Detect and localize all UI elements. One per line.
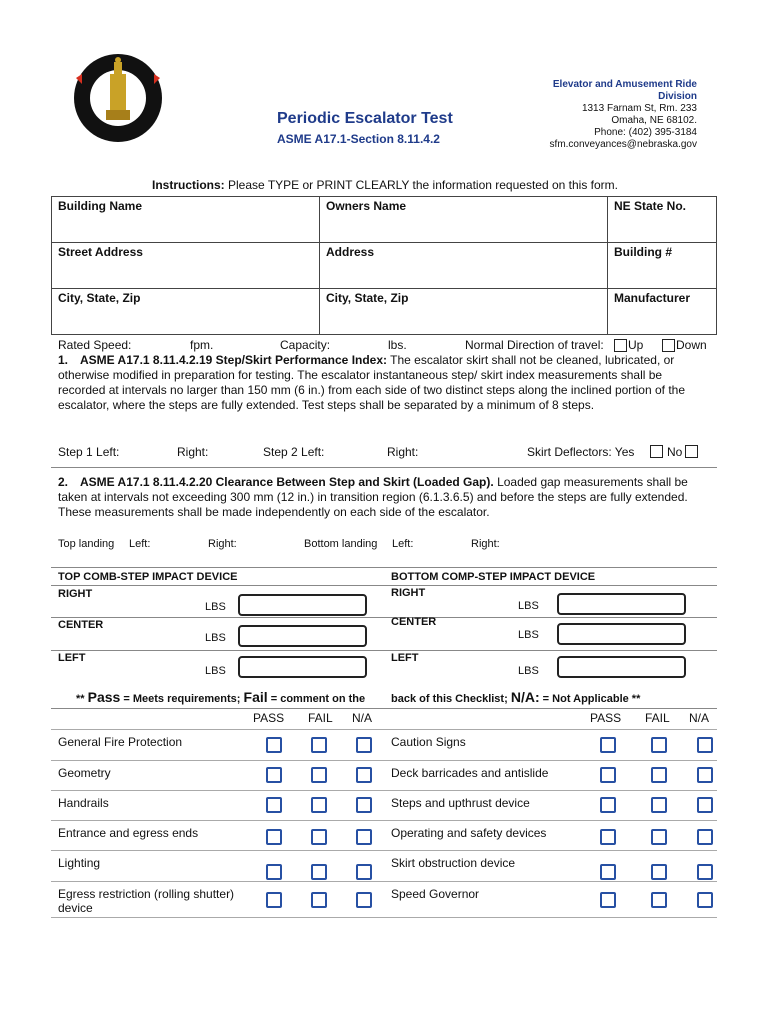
checklist-item-left: General Fire Protection — [58, 735, 183, 749]
na-checkbox[interactable] — [356, 829, 372, 845]
address-line2: Omaha, NE 68102. — [611, 115, 697, 126]
pass-checkbox[interactable] — [266, 797, 282, 813]
fail-checkbox[interactable] — [651, 737, 667, 753]
na-header-left: N/A — [352, 711, 373, 725]
pass-checkbox[interactable] — [600, 892, 616, 908]
na-checkbox[interactable] — [356, 892, 372, 908]
address-line1: 1313 Farnam St, Rm. 233 — [581, 103, 697, 114]
na-checkbox[interactable] — [697, 737, 713, 753]
checklist-item-left: Egress restriction (rolling shutter) device — [58, 887, 235, 915]
legend-left — [76, 689, 365, 705]
legend-back-text: back of this Checklist; — [391, 693, 508, 705]
instructions-text: Please TYPE or PRINT CLEARLY the information requested on this form. — [228, 178, 618, 192]
step2-left-label: Step 2 Left: — [263, 445, 325, 459]
checklist-item-right: Steps and upthrust device — [391, 796, 530, 810]
email: sfm.conveyances@nebraska.gov — [549, 139, 697, 150]
lbs-unit: LBS — [518, 600, 539, 612]
na-checkbox[interactable] — [697, 892, 713, 908]
lbs-label: lbs. — [388, 338, 407, 352]
top-impact-heading: TOP COMB-STEP IMPACT DEVICE — [58, 571, 238, 583]
legend-fail-text: = comment on the — [270, 693, 366, 705]
row-divider — [51, 850, 717, 851]
row-divider — [51, 820, 717, 821]
na-checkbox[interactable] — [356, 797, 372, 813]
fail-checkbox[interactable] — [311, 829, 327, 845]
org-contact — [550, 79, 697, 151]
pass-header-right: PASS — [590, 711, 622, 725]
legend-right — [391, 689, 640, 705]
row-divider — [51, 729, 717, 730]
step2-right-label: Right: — [387, 445, 419, 459]
bottom-left-label: Left: — [392, 538, 414, 550]
pass-checkbox[interactable] — [600, 829, 616, 845]
instructions — [152, 178, 618, 192]
owner-address-field[interactable]: Address — [320, 243, 608, 289]
manufacturer-field[interactable]: Manufacturer — [608, 289, 717, 335]
na-checkbox[interactable] — [356, 767, 372, 783]
row-divider — [51, 760, 717, 761]
pass-checkbox[interactable] — [600, 767, 616, 783]
deflectors-no-checkbox[interactable] — [685, 445, 698, 458]
fail-checkbox[interactable] — [651, 829, 667, 845]
checklist-item-right: Skirt obstruction device — [391, 856, 516, 870]
up-label: Up — [628, 338, 644, 352]
org-line2: Division — [658, 91, 697, 102]
section-2-text: Loaded gap measurements shall be taken at intervals not exceeding 300 mm (12 in.) in transition region (6.1.3.6.5) and before the steps are fully extended. These measurements shall be made independently on each side of the escalator. — [58, 475, 688, 519]
fail-checkbox[interactable] — [311, 797, 327, 813]
section-2-heading: ASME A17.1 8.11.4.2.20 Clearance Between Step and Skirt (Loaded Gap). — [80, 475, 494, 489]
bottom-center-label: CENTER — [391, 616, 437, 628]
top-center-lbs-input[interactable] — [238, 625, 367, 647]
building-name-field[interactable]: Building Name — [52, 197, 320, 243]
step1-left-label: Step 1 Left: — [58, 445, 120, 459]
pass-checkbox[interactable] — [266, 829, 282, 845]
street-address-field[interactable]: Street Address — [52, 243, 320, 289]
row-divider — [51, 881, 717, 882]
fire-marshal-logo — [72, 44, 164, 144]
top-center-label: CENTER — [58, 619, 104, 631]
divider — [51, 567, 717, 568]
pass-checkbox[interactable] — [600, 797, 616, 813]
pass-checkbox[interactable] — [600, 864, 616, 880]
checklist-item-left: Handrails — [58, 796, 109, 810]
pass-checkbox[interactable] — [266, 892, 282, 908]
top-landing-label: Top landing — [58, 538, 115, 550]
phone: Phone: (402) 395-3184 — [594, 127, 697, 138]
deflectors-yes-checkbox[interactable] — [650, 445, 663, 458]
section-1-text: The escalator skirt shall not be cleaned, lubricated, or otherwise modified in preparation for testing. The escalator instantaneous step/ skirt index measurements shall be recorded at intervals no larger than 150 mm (6 in.) from each side of two distinct steps along the inclined portion of the escalator, where the steps are fully extended. Test steps shall be separated by a minimum of 8 steps. — [58, 353, 685, 412]
org-line1: Elevator and Amusement Ride — [552, 79, 697, 90]
pass-header-left: PASS — [253, 711, 285, 725]
fail-checkbox[interactable] — [311, 737, 327, 753]
up-checkbox[interactable] — [614, 339, 627, 352]
down-checkbox[interactable] — [662, 339, 675, 352]
step1-right-label: Right: — [177, 445, 209, 459]
owner-city-state-zip-field[interactable]: City, State, Zip — [320, 289, 608, 335]
pass-checkbox[interactable] — [266, 864, 282, 880]
fail-checkbox[interactable] — [651, 864, 667, 880]
ne-state-no-field[interactable]: NE State No. — [608, 197, 717, 243]
pass-checkbox[interactable] — [600, 737, 616, 753]
section-1-heading: ASME A17.1 8.11.4.2.19 Step/Skirt Performance Index: — [80, 353, 388, 367]
na-checkbox[interactable] — [697, 829, 713, 845]
pass-checkbox[interactable] — [266, 737, 282, 753]
checklist-item-right: Operating and safety devices — [391, 826, 547, 840]
bottom-center-lbs-input[interactable] — [557, 623, 686, 645]
bottom-right-label: RIGHT — [391, 587, 426, 599]
lbs-unit: LBS — [205, 601, 226, 613]
fail-checkbox[interactable] — [651, 797, 667, 813]
legend-na: N/A: — [510, 689, 540, 705]
top-right-label: RIGHT — [58, 588, 93, 600]
skirt-deflectors-label: Skirt Deflectors: Yes — [527, 445, 635, 459]
na-checkbox[interactable] — [356, 737, 372, 753]
legend-prefix: ** — [76, 693, 85, 705]
lbs-unit: LBS — [518, 665, 539, 677]
top-right-lbs-input[interactable] — [238, 594, 367, 616]
fail-checkbox[interactable] — [651, 892, 667, 908]
bottom-left-label: LEFT — [391, 652, 419, 664]
top-left-lbs-input[interactable] — [238, 656, 367, 678]
fail-checkbox[interactable] — [651, 767, 667, 783]
fail-checkbox[interactable] — [311, 892, 327, 908]
divider — [51, 585, 717, 586]
instructions-label: Instructions: — [152, 178, 225, 192]
section-2 — [58, 475, 710, 520]
fpm-label: fpm. — [190, 338, 214, 352]
legend-pass-text: = Meets requirements; — [123, 693, 241, 705]
section-2-number: 2. — [58, 475, 69, 489]
na-checkbox[interactable] — [697, 797, 713, 813]
fail-checkbox[interactable] — [311, 864, 327, 880]
bottom-left-lbs-input[interactable] — [557, 656, 686, 678]
checklist-item-right: Caution Signs — [391, 735, 466, 749]
building-no-field[interactable]: Building # — [608, 243, 717, 289]
building-info-table — [51, 196, 717, 335]
deflectors-no-label: No — [667, 445, 683, 459]
down-label: Down — [676, 338, 707, 352]
na-checkbox[interactable] — [697, 767, 713, 783]
divider — [51, 708, 717, 709]
divider — [51, 467, 717, 468]
direction-label: Normal Direction of travel: — [465, 338, 604, 352]
fail-header-left: FAIL — [308, 711, 333, 725]
row-divider — [51, 917, 717, 918]
checklist-item-right: Deck barricades and antislide — [391, 766, 549, 780]
top-left-label: Left: — [129, 538, 151, 550]
checklist-item-left: Geometry — [58, 766, 111, 780]
checklist-item-left: Lighting — [58, 856, 101, 870]
bottom-landing-label: Bottom landing — [304, 538, 378, 550]
legend-pass: Pass — [87, 689, 121, 705]
lbs-unit: LBS — [205, 665, 226, 677]
row-divider — [51, 790, 717, 791]
city-state-zip-field[interactable]: City, State, Zip — [52, 289, 320, 335]
pass-checkbox[interactable] — [266, 767, 282, 783]
lbs-unit: LBS — [518, 629, 539, 641]
section-1 — [58, 353, 710, 413]
page-subtitle: ASME A17.1-Section 8.11.4.2 — [277, 132, 440, 146]
fail-checkbox[interactable] — [311, 767, 327, 783]
rated-speed-label: Rated Speed: — [58, 338, 132, 352]
bottom-right-label: Right: — [471, 538, 500, 550]
capacity-label: Capacity: — [280, 338, 331, 352]
bottom-impact-heading: BOTTOM COMP-STEP IMPACT DEVICE — [391, 571, 596, 583]
top-left-label: LEFT — [58, 652, 86, 664]
na-header-right: N/A — [689, 711, 710, 725]
owners-name-field[interactable]: Owners Name — [320, 197, 608, 243]
checklist-item-left: Entrance and egress ends — [58, 826, 199, 840]
legend-fail: Fail — [243, 689, 268, 705]
lbs-unit: LBS — [205, 632, 226, 644]
top-right-label: Right: — [208, 538, 237, 550]
bottom-right-lbs-input[interactable] — [557, 593, 686, 615]
divider — [51, 650, 717, 651]
page-title: Periodic Escalator Test — [277, 110, 453, 127]
fail-header-right: FAIL — [645, 711, 670, 725]
na-checkbox[interactable] — [697, 864, 713, 880]
na-checkbox[interactable] — [356, 864, 372, 880]
legend-na-text: = Not Applicable ** — [542, 693, 641, 705]
checklist-item-right: Speed Governor — [391, 887, 480, 901]
section-1-number: 1. — [58, 353, 69, 367]
divider — [51, 617, 717, 618]
